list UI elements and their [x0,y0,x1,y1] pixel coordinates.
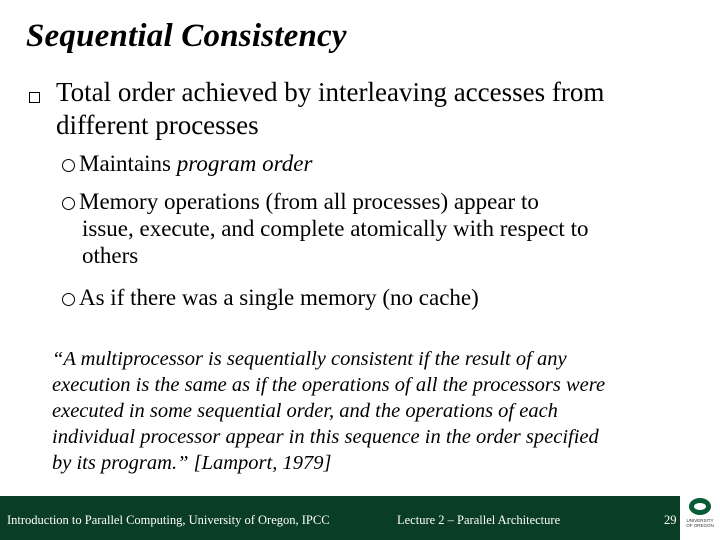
sub-bullet-memory-operations [62,188,712,269]
square-bullet-icon [29,92,40,103]
circle-bullet-icon [62,159,75,172]
university-of-oregon-logo [680,496,720,540]
quote-line-1: “A multiprocessor is sequentially consistent if the result of any [52,348,567,370]
sub-bullet-line-3: others [82,243,139,268]
slide-title: Sequential Consistency [26,18,347,54]
main-bullet [56,76,716,142]
sub-bullet-program-order [62,150,712,177]
quote-line-5: by its program.” [Lamport, 1979] [52,452,332,474]
lamport-quote [52,346,712,476]
footer-lecture-title: Lecture 2 – Parallel Architecture [397,513,561,527]
sub-bullet-line-1: Memory operations (from all processes) appear to [79,189,539,214]
oregon-o-icon [689,498,711,515]
sub-bullet-single-memory [62,284,712,311]
sub-bullet-text: As if there was a single memory (no cache) [79,285,479,310]
circle-bullet-icon [62,293,75,306]
main-bullet-line-1: Total order achieved by interleaving accesses from [56,77,605,107]
sub-bullet-text: Maintains [79,151,177,176]
footer-course-title: Introduction to Parallel Computing, University of Oregon, IPCC [7,513,330,527]
quote-line-2: execution is the same as if the operations of all the processors were [52,374,606,396]
slide-number: 29 [664,513,677,527]
sub-bullet-line-2: issue, execute, and complete atomically with respect to [82,216,589,241]
circle-bullet-icon [62,197,75,210]
footer-bar [0,496,680,540]
quote-line-3: executed in some sequential order, and the operations of each [52,400,558,422]
quote-line-4: individual processor appear in this sequence in the order specified [52,426,599,448]
sub-bullet-italic-text: program order [176,151,313,176]
main-bullet-line-2: different processes [56,110,259,140]
logo-text: UNIVERSITY OF OREGON [686,518,714,528]
